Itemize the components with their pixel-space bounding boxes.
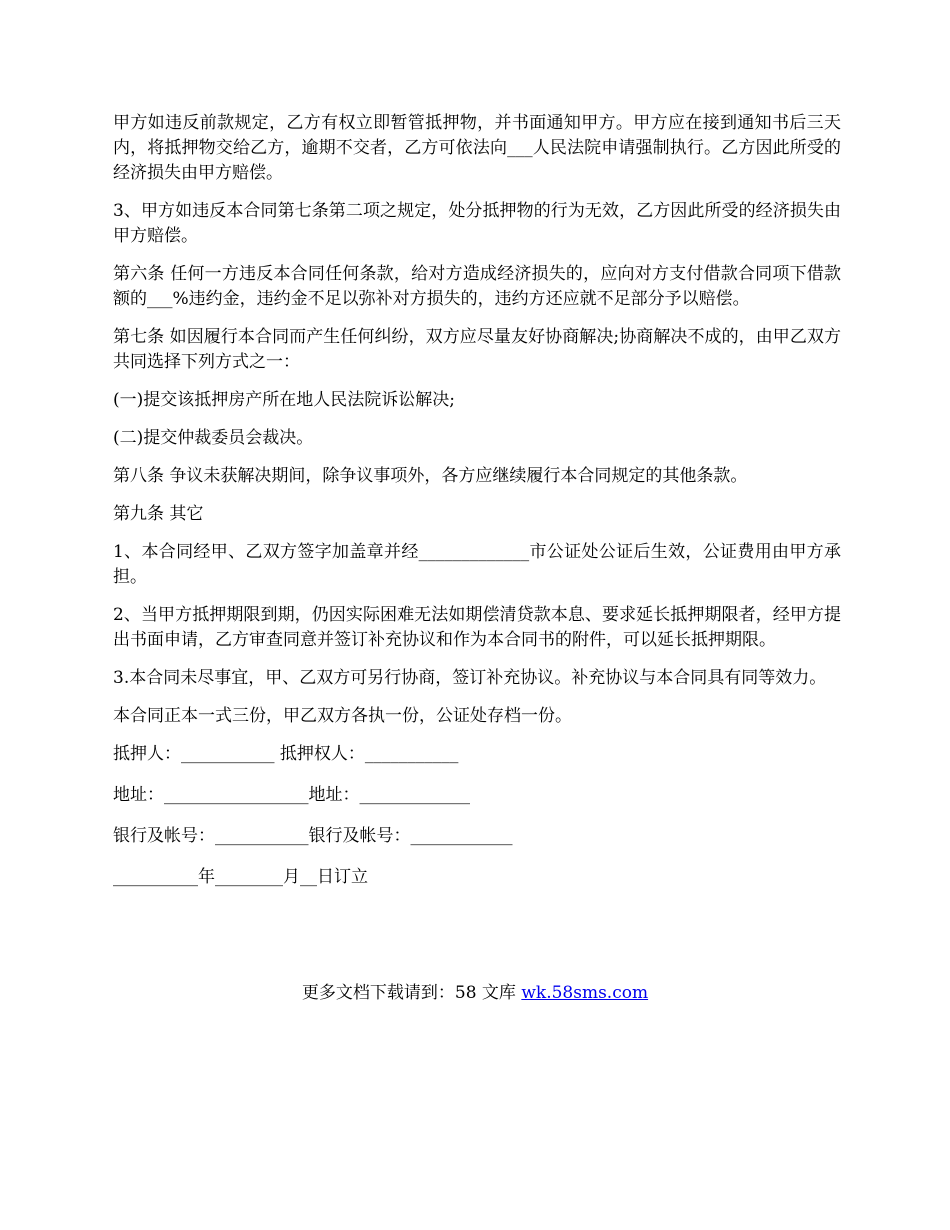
paragraph-clause-3-supplement: 3.本合同未尽事宜，甲、乙双方可另行协商，签订补充协议。补充协议与本合同具有同等效力。 (113, 668, 827, 688)
paragraph-clause-2-extension: 2、当甲方抵押期限到期，仍因实际困难无法如期偿清贷款本息、要求延长抵押期限者，经甲方提出书面申请，乙方审查同意并签订补充协议和作为本合同书的附件，可以延长抵押期限。 (113, 605, 841, 650)
paragraph-article-7: 第七条 如因履行本合同而产生任何纠纷，双方应尽量友好协商解决;协商解决不成的，由甲乙双方共同选择下列方式之一： (113, 327, 841, 372)
paragraph-article-6: 第六条 任何一方违反本合同任何条款，给对方造成经济损失的，应向对方支付借款合同项下借款额的___%违约金，违约金不足以弥补对方损失的，违约方还应就不足部分予以赔偿。 (113, 264, 841, 309)
paragraph-breach-custody: 甲方如违反前款规定，乙方有权立即暂管抵押物，并书面通知甲方。甲方应在接到通知书后三天内，将抵押物交给乙方，逾期不交者，乙方可依法向___人民法院申请强制执行。乙方因此所受的经济损失由甲方赔偿。 (113, 113, 841, 183)
paragraph-clause-1-notarization: 1、本合同经甲、乙双方签字加盖章并经_____________市公证处公证后生效，公证费用由甲方承担。 (113, 542, 841, 587)
paragraph-article-9-heading: 第九条 其它 (113, 504, 204, 524)
footer-link[interactable]: wk.58sms.com (521, 983, 649, 1003)
signature-mortgagor-line: 抵押人：___________ 抵押权人：___________ (113, 744, 459, 764)
signature-bank-account-line: 银行及帐号：___________银行及帐号：____________ (113, 826, 513, 846)
footer-prefix: 更多文档下载请到：58 文库 (301, 983, 522, 1003)
paragraph-clause-3-disposal: 3、甲方如违反本合同第七条第二项之规定，处分抵押物的行为无效，乙方因此所受的经济损失由甲方赔偿。 (113, 201, 841, 246)
signature-address-line: 地址：_________________地址：_____________ (113, 785, 470, 805)
signature-date-line: __________年________月__日订立 (113, 867, 368, 887)
paragraph-option-1: (一)提交该抵押房产所在地人民法院诉讼解决; (113, 390, 455, 410)
document-body (113, 111, 841, 906)
paragraph-article-8: 第八条 争议未获解决期间，除争议事项外，各方应继续履行本合同规定的其他条款。 (113, 466, 748, 486)
paragraph-option-2: (二)提交仲裁委员会裁决。 (113, 428, 314, 448)
footer (0, 981, 950, 1006)
paragraph-copies: 本合同正本一式三份，甲乙双方各执一份，公证处存档一份。 (113, 706, 572, 726)
